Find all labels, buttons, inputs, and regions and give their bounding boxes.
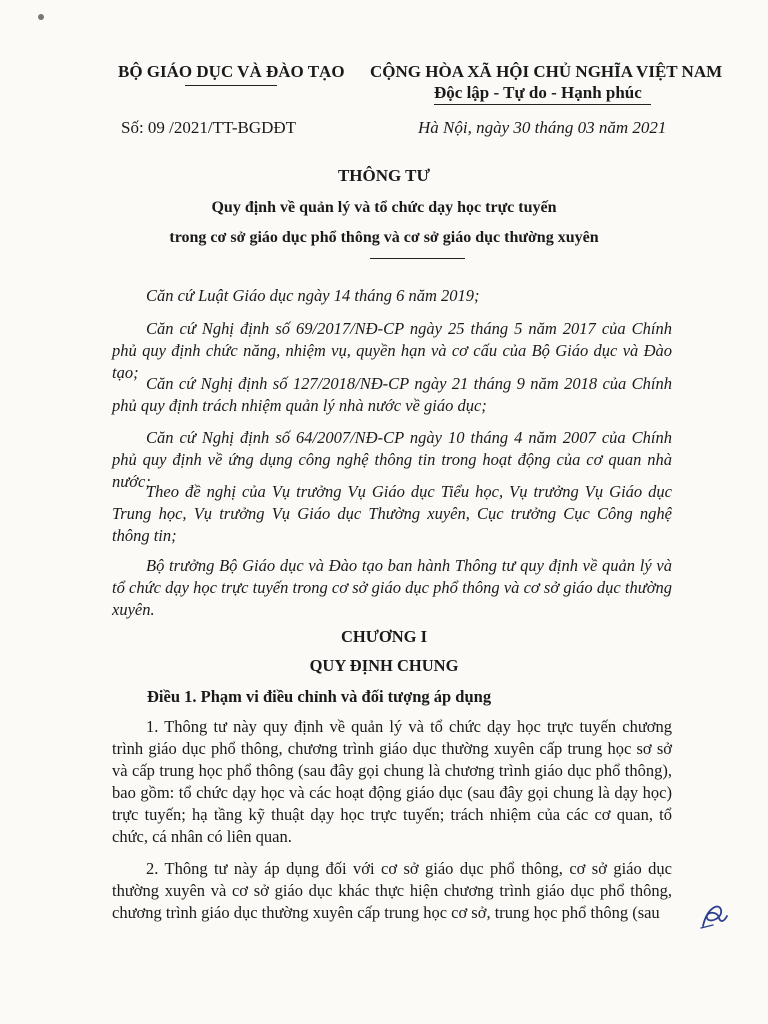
document-number: Số: 09 /2021/TT-BGDĐT [121,118,297,137]
motto-underline [434,104,651,105]
document-date: Hà Nội, ngày 30 tháng 03 năm 2021 [418,118,667,137]
initial-signature-icon [697,898,731,932]
document-type: THÔNG TƯ [337,166,431,185]
preamble-item: Căn cứ Nghị định số 69/2017/NĐ-CP ngày 25 tháng 5 năm 2017 của Chính phủ quy định chức năng, nhiệm vụ, quyền hạn và cơ cấu của Bộ Giáo dục và Đào tạo; [112,319,672,382]
preamble-item: Căn cứ Nghị định số 64/2007/NĐ-CP ngày 10 tháng 4 năm 2007 của Chính phủ quy định về ứng dụng công nghệ thông tin trong hoạt động của cơ quan nhà nước; [112,428,672,491]
republic-name: CỘNG HÒA XÃ HỘI CHỦ NGHĨA VIỆT NAM [370,62,723,81]
chapter-name: QUY ĐỊNH CHUNG [309,656,459,675]
preamble-item: Căn cứ Luật Giáo dục ngày 14 tháng 6 năm 2019; [146,286,480,305]
title-divider [370,258,465,259]
article-clause: 2. Thông tư này áp dụng đối với cơ sở giáo dục phổ thông, cơ sở giáo dục thường xuyên và cơ sở giáo dục khác thực hiện chương trình giáo dục phổ thông, chương trình giáo dục thường xuyên cấp trung học cơ sở, trung học phổ thông (sau [112,859,672,922]
punch-hole [38,14,44,20]
issuing-agency: BỘ GIÁO DỤC VÀ ĐÀO TẠO [118,62,345,81]
agency-underline [185,85,277,86]
article-heading: Điều 1. Phạm vi điều chỉnh và đối tượng áp dụng [147,687,492,706]
national-motto: Độc lập - Tự do - Hạnh phúc [434,83,642,102]
preamble-item: Căn cứ Nghị định số 127/2018/NĐ-CP ngày 21 tháng 9 năm 2018 của Chính phủ quy định trách nhiệm quản lý nhà nước về giáo dục; [112,374,672,415]
chapter-number: CHƯƠNG I [340,627,427,646]
document-title-line1: Quy định về quản lý và tổ chức dạy học trực tuyến [211,199,557,216]
preamble-item: Theo đề nghị của Vụ trưởng Vụ Giáo dục Tiểu học, Vụ trưởng Vụ Giáo dục Trung học, Vụ trưởng Vụ Giáo dục Thường xuyên, Cục trưởng Cục Công nghệ thông tin; [112,482,672,545]
preamble-item: Bộ trưởng Bộ Giáo dục và Đào tạo ban hành Thông tư quy định về quản lý và tổ chức dạy học trực tuyến trong cơ sở giáo dục phổ thông và cơ sở giáo dục thường xuyên. [112,556,672,619]
article-clause: 1. Thông tư này quy định về quản lý và tổ chức dạy học trực tuyến chương trình giáo dục phổ thông, chương trình giáo dục thường xuyên cấp trung học sơ sở và cấp trung học phổ thông (sau đây gọi chung là chương trình giáo dục phổ thông), bao gồm: tổ chức dạy học và các hoạt động giáo dục (sau đây gọi chung là dạy học) trực tuyến; hạ tầng kỹ thuật dạy học trực tuyến; trách nhiệm của các cơ quan, tổ chức, cá nhân có liên quan. [112,717,672,846]
document-title-line2: trong cơ sở giáo dục phổ thông và cơ sở giáo dục thường xuyên [169,229,599,246]
